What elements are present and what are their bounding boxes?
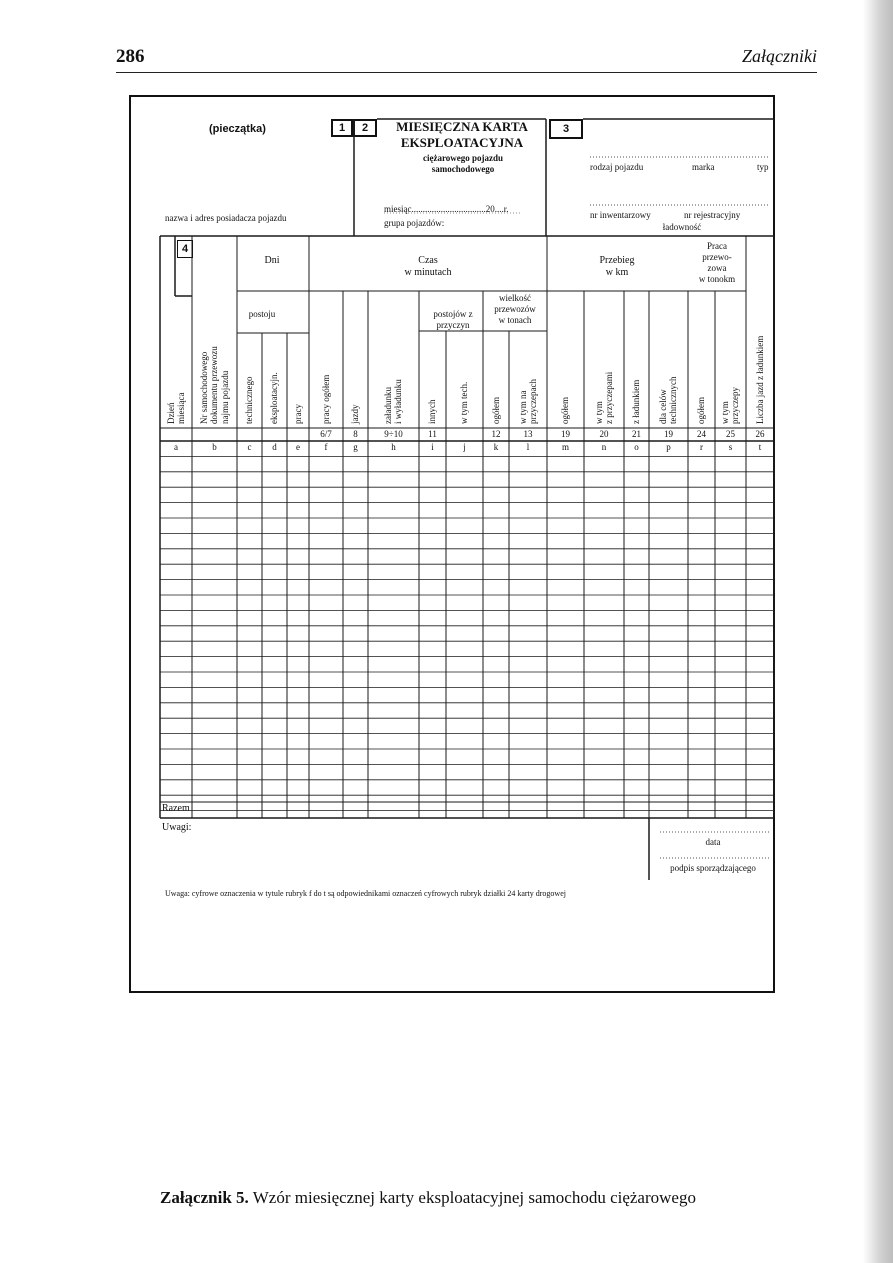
column-header-line: eksploatacyjn. [269, 372, 280, 424]
column-letter-k: k [493, 442, 499, 452]
column-header-line: w tym tech. [459, 381, 470, 424]
sub-cargo-line-3: w tonach [498, 315, 532, 325]
column-letter-j: j [463, 442, 466, 452]
column-header-line: technicznych [668, 376, 679, 424]
column-header-line: ogółem [696, 397, 707, 424]
column-number-l: 13 [523, 429, 533, 439]
column-header-n [594, 372, 615, 424]
column-header-b [199, 346, 230, 424]
column-number-s: 25 [726, 429, 735, 439]
column-header-o [631, 380, 641, 424]
owner-label: nazwa i adres posiadacza pojazdu [165, 213, 287, 223]
date-label: data [705, 837, 721, 847]
sub-stops-line-2: przyczyn [436, 320, 470, 330]
make-label: marka [692, 162, 715, 172]
column-letter-d: d [272, 442, 277, 452]
column-number-f: 6/7 [320, 429, 332, 439]
column-header-t [755, 336, 765, 424]
capacity-label: ładowność [662, 222, 702, 232]
column-header-line: pracy ogółem [320, 374, 331, 424]
column-letter-i: i [431, 442, 434, 452]
caption-label: Załącznik 5. [160, 1188, 249, 1207]
column-header-m [560, 397, 570, 424]
column-header-line: dla celów [658, 389, 669, 424]
column-header-line: miesiąca [175, 392, 186, 424]
sub-downtime: postoju [248, 309, 276, 319]
column-letter-p: p [666, 442, 671, 452]
vehicle-group-label: grupa pojazdów: [384, 218, 445, 228]
caption-text: Wzór miesięcznej karty eksploatacyjnej samochodu ciężarowego [248, 1188, 696, 1207]
column-header-e [293, 404, 303, 424]
column-number-i: 11 [428, 429, 437, 439]
column-number-m: 19 [561, 429, 570, 439]
column-header-g [350, 405, 360, 425]
column-header-i [427, 400, 437, 425]
group-work-line-3: zowa [707, 263, 727, 273]
column-header-line: technicznego [244, 376, 255, 424]
column-letter-e: e [296, 442, 300, 452]
column-number-r: 24 [697, 429, 706, 439]
group-time-line-1: Czas [418, 255, 438, 266]
form-subtitle-line-2: samochodowego [431, 164, 495, 174]
column-number-k: 12 [491, 429, 501, 439]
column-header-line: innych [427, 399, 438, 424]
column-header-line: Dzień [165, 402, 176, 424]
column-header-line: w tym [720, 401, 731, 424]
registration-label: nr rejestracyjny [684, 210, 741, 220]
column-header-r [696, 397, 706, 424]
model-label: typ [757, 162, 769, 172]
box-1: 1 [331, 119, 353, 137]
column-header-l [518, 379, 539, 424]
column-header-c [244, 377, 254, 424]
column-header-line: jazdy [350, 404, 361, 424]
group-days: Dni [264, 255, 280, 266]
column-letter-f: f [324, 442, 328, 452]
column-letter-r: r [700, 442, 703, 452]
column-header-line: przyczepy [730, 387, 741, 424]
column-header-f [321, 375, 331, 424]
column-header-line: w tym na [517, 390, 528, 424]
running-head: Załączniki [742, 46, 817, 66]
column-header-line: przyczepach [527, 379, 538, 424]
group-work-line-2: przewo- [702, 252, 732, 262]
column-header-line: załadunku [383, 387, 394, 424]
sub-cargo-line-2: przewozów [494, 304, 536, 314]
column-number-o: 21 [632, 429, 641, 439]
box-3: 3 [549, 119, 583, 139]
column-letter-a: a [174, 442, 178, 452]
box-2: 2 [353, 119, 377, 137]
column-header-line: Nr samochodowego [198, 351, 209, 424]
column-header-line: z ładunkiem [631, 379, 642, 424]
column-header-line: w tym [593, 401, 604, 424]
form-title-line-2: EKSPLOATACYJNA [400, 135, 524, 150]
column-letter-m: m [561, 442, 570, 452]
signature-label: podpis sporządzającego [670, 863, 756, 873]
column-number-n: 20 [599, 429, 609, 439]
column-header-h [383, 379, 404, 424]
group-work-line-4: w tonokm [698, 274, 736, 284]
column-letter-n: n [601, 442, 607, 452]
form-subtitle-line-1: ciężarowego pojazdu [422, 153, 504, 163]
column-number-h: 9÷10 [384, 429, 403, 439]
column-header-line: Liczba jazd z ładunkiem [754, 335, 765, 424]
sub-stops-line-1: postojów z [433, 309, 473, 319]
column-letter-g: g [353, 442, 358, 452]
column-letter-l: l [526, 442, 530, 452]
column-number-p: 19 [664, 429, 673, 439]
group-mileage-line-1: Przebieg [599, 255, 635, 266]
box-4: 4 [177, 240, 193, 258]
column-header-d [269, 372, 279, 424]
column-letter-o: o [634, 442, 639, 452]
column-letter-h: h [391, 442, 396, 452]
column-number-g: 8 [353, 429, 358, 439]
column-header-line: ogółem [490, 397, 501, 424]
column-header-j [459, 382, 469, 424]
column-header-k [491, 397, 501, 424]
column-header-line: najmu pojazdu [219, 370, 230, 424]
page-number: 286 [116, 46, 145, 67]
column-header-line: i wyładunku [393, 379, 404, 424]
inventory-label: nr inwentarzowy [590, 210, 651, 220]
column-header-line: pracy [292, 404, 303, 424]
group-mileage-line-2: w km [605, 267, 629, 278]
month-label: miesiąc.................................20....r. [384, 204, 509, 214]
vehicle-type-label: rodzaj pojazdu [590, 162, 644, 172]
stamp-label: (pieczątka) [209, 123, 266, 135]
group-work-line-1: Praca [707, 241, 727, 251]
column-number-t: 26 [755, 429, 765, 439]
total-label: Razem [162, 803, 190, 814]
sub-cargo-line-1: wielkość [499, 293, 531, 303]
column-header-line: z przyczepami [603, 371, 614, 424]
form-title-line-1: MIESIĘCZNA KARTA [396, 119, 528, 134]
column-letter-b: b [212, 442, 217, 452]
column-letter-s: s [728, 442, 733, 452]
column-letter-c: c [247, 442, 252, 452]
column-header-a [166, 393, 187, 424]
column-header-p [658, 377, 679, 424]
group-time-line-2: w minutach [404, 267, 452, 278]
column-header-s [720, 387, 741, 424]
remarks-label: Uwagi: [162, 822, 192, 833]
column-header-line: ogółem [560, 397, 571, 424]
column-letter-t: t [758, 442, 762, 452]
column-header-line: dokumentu przewozu [209, 346, 220, 424]
footer-note: Uwaga: cyfrowe oznaczenia w tytule rubryk f do t są odpowiednikami oznaczeń cyfrowych rubryk działki 24 karty drogowej [165, 889, 566, 898]
